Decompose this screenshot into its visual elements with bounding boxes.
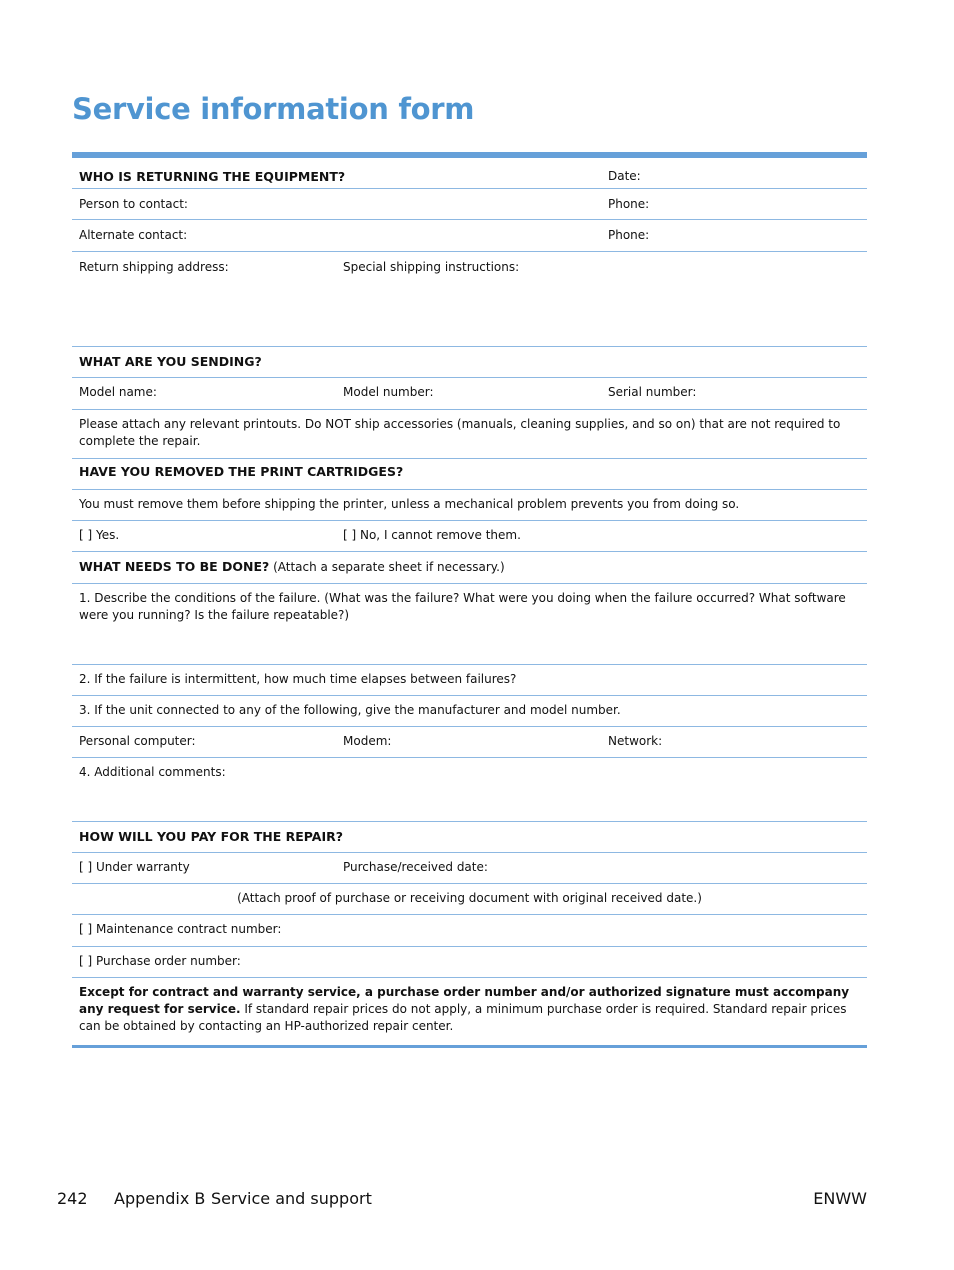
- needs-heading-row: [72, 552, 867, 584]
- cartridges-note: You must remove them before shipping the printer, unless a mechanical problem prevents you from doing so.: [79, 497, 740, 511]
- payment-heading: HOW WILL YOU PAY FOR THE REPAIR?: [79, 829, 343, 844]
- address-row: [72, 252, 867, 347]
- final-note-row: [72, 978, 867, 1045]
- page-title: Service information form: [72, 92, 475, 126]
- printouts-note-row: [72, 410, 867, 459]
- needs-heading: [79, 558, 505, 576]
- alternate-phone-field[interactable]: Phone:: [608, 228, 650, 242]
- final-note: [79, 984, 857, 1035]
- connected-units-note: 3. If the unit connected to any of the following, give the manufacturer and model number.: [79, 703, 621, 717]
- needs-heading-bold: WHAT NEEDS TO BE DONE?: [79, 559, 270, 574]
- person-to-contact-field[interactable]: Person to contact:: [79, 197, 188, 211]
- purchase-date-field[interactable]: Purchase/received date:: [343, 860, 488, 874]
- maintenance-contract-checkbox[interactable]: [ ] Maintenance contract number:: [79, 922, 282, 936]
- model-row: [72, 378, 867, 410]
- failure-description-row: [72, 584, 867, 665]
- special-instructions-field[interactable]: Special shipping instructions:: [343, 260, 520, 274]
- personal-computer-field[interactable]: Personal computer:: [79, 734, 196, 748]
- alternate-row: [72, 220, 867, 252]
- modem-field[interactable]: Modem:: [343, 734, 392, 748]
- service-form: [72, 152, 867, 1048]
- warranty-checkbox[interactable]: [ ] Under warranty: [79, 860, 190, 874]
- purchase-order-checkbox[interactable]: [ ] Purchase order number:: [79, 954, 241, 968]
- needs-heading-note: (Attach a separate sheet if necessary.): [269, 560, 505, 574]
- phone-field[interactable]: Phone:: [608, 197, 650, 211]
- printouts-note: Please attach any relevant printouts. Do NOT ship accessories (manuals, cleaning supplies, and so on) that are not required to complete the repair.: [79, 417, 841, 448]
- final-note-bold: Except for contract and warranty service, a purchase order number and/or authorized signature must accompany any request for service.: [79, 985, 850, 1016]
- po-row: [72, 947, 867, 978]
- serial-number-field[interactable]: Serial number:: [608, 385, 697, 399]
- model-name-field[interactable]: Model name:: [79, 385, 157, 399]
- footer-code: ENWW: [813, 1189, 867, 1208]
- sending-heading-row: [72, 347, 867, 378]
- network-field[interactable]: Network:: [608, 734, 663, 748]
- payment-heading-row: [72, 822, 867, 853]
- cartridges-no-checkbox[interactable]: [ ] No, I cannot remove them.: [343, 528, 521, 542]
- date-field[interactable]: Date:: [608, 169, 641, 183]
- devices-row: [72, 727, 867, 758]
- cartridges-heading-row: [72, 459, 867, 490]
- who-heading-row: [72, 158, 867, 189]
- final-note-rest: If standard repair prices do not apply, a minimum purchase order is required. Standard repair prices can be obtained by contacting an HP-authorized repair center.: [79, 1002, 847, 1033]
- cartridges-note-row: [72, 490, 867, 521]
- alternate-contact-field[interactable]: Alternate contact:: [79, 228, 188, 242]
- page-number: 242: [57, 1189, 88, 1208]
- cartridges-options-row: [72, 521, 867, 552]
- intermittent-row: [72, 665, 867, 696]
- proof-note: (Attach proof of purchase or receiving document with original received date.): [237, 891, 702, 905]
- proof-note-row: [72, 884, 867, 915]
- warranty-row: [72, 853, 867, 884]
- connected-units-row: [72, 696, 867, 727]
- model-number-field[interactable]: Model number:: [343, 385, 434, 399]
- sending-heading: WHAT ARE YOU SENDING?: [79, 354, 262, 369]
- failure-description-field[interactable]: 1. Describe the conditions of the failure. (What was the failure? What were you doing when the failure occurred? What software were you running? Is the failure repeatable?): [79, 591, 846, 622]
- comments-row: [72, 758, 867, 822]
- intermittent-field[interactable]: 2. If the failure is intermittent, how much time elapses between failures?: [79, 672, 517, 686]
- who-heading: WHO IS RETURNING THE EQUIPMENT?: [79, 169, 346, 184]
- cartridges-heading: HAVE YOU REMOVED THE PRINT CARTRIDGES?: [79, 464, 404, 479]
- additional-comments-field[interactable]: 4. Additional comments:: [79, 765, 226, 779]
- footer-section: Appendix B: [114, 1189, 206, 1208]
- maintenance-row: [72, 915, 867, 947]
- footer-chapter: Service and support: [211, 1189, 372, 1208]
- cartridges-yes-checkbox[interactable]: [ ] Yes.: [79, 528, 120, 542]
- return-address-field[interactable]: Return shipping address:: [79, 260, 229, 274]
- person-row: [72, 189, 867, 220]
